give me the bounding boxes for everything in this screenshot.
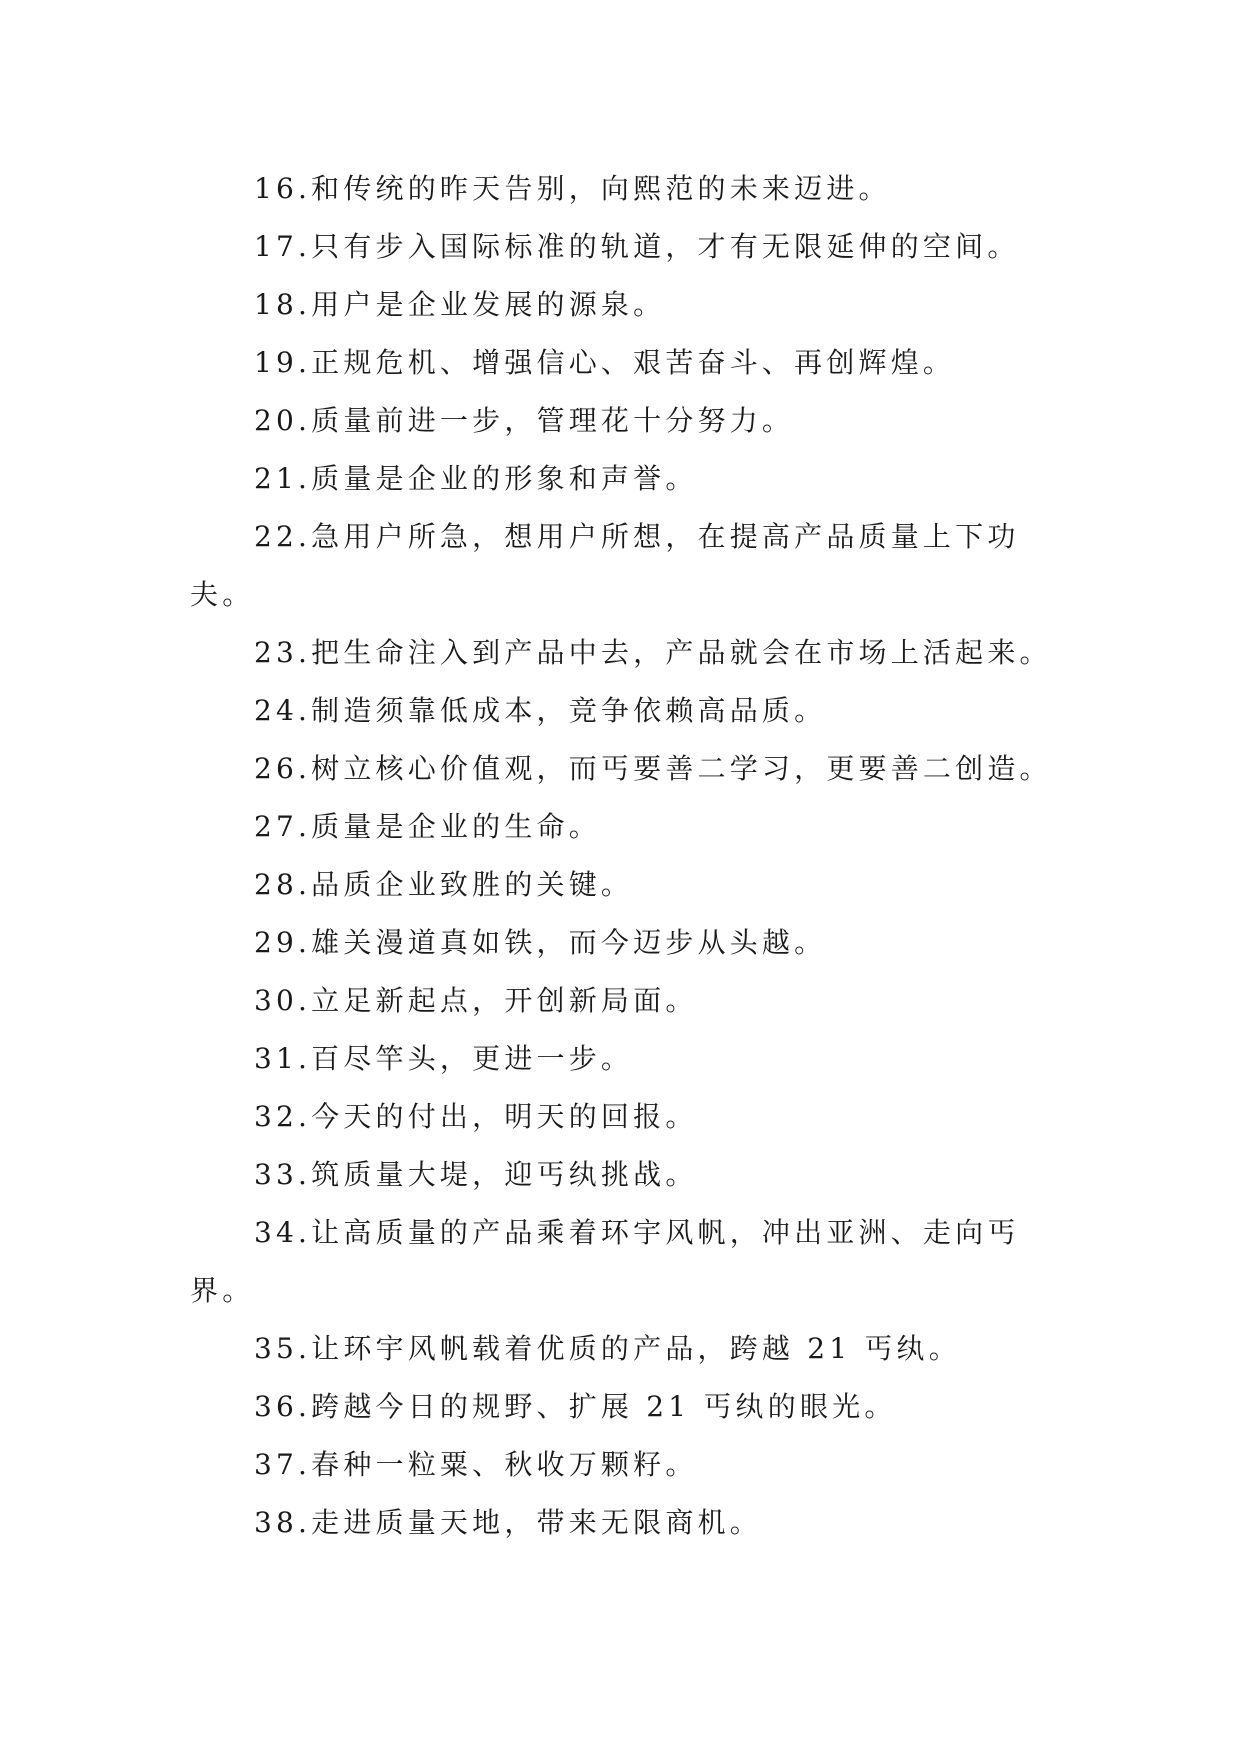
paragraph-35: 35.让环宇风帆载着优质的产品，跨越 21 丐纨。: [254, 1332, 961, 1365]
paragraph-16: 16.和传统的昨天告别，向熙范的未来迈进。: [254, 172, 891, 205]
paragraph-31: 31.百尽竿头，更进一步。: [254, 1042, 634, 1075]
paragraph-24: 24.制造须靠低成本，竞争依赖高品质。: [254, 694, 827, 727]
paragraph-19: 19.正规危机、增强信心、艰苦奋斗、再创辉煌。: [254, 346, 956, 379]
paragraph-26: 26.树立核心价值观，而丐要善二学习，更要善二创造。: [254, 752, 1052, 785]
paragraph-38: 38.走进质量天地，带来无限商机。: [254, 1506, 762, 1539]
paragraph-22: 22.急用户所急，想用户所想，在提高产品质量上下功夫。: [190, 520, 1020, 611]
paragraph-34: 34.让高质量的产品乘着环宇风帆，冲出亚洲、走向丐界。: [190, 1216, 1020, 1307]
document-body: [190, 160, 1070, 1552]
paragraph-21: 21.质量是企业的形象和声誉。: [254, 462, 698, 495]
paragraph-36: 36.跨越今日的规野、扩展 21 丐纨的眼光。: [254, 1390, 897, 1423]
paragraph-18: 18.用户是企业发展的源泉。: [254, 288, 666, 321]
paragraph-17: 17.只有步入国际标准的轨道，才有无限延伸的空间。: [254, 230, 1020, 263]
paragraph-29: 29.雄关漫道真如铁，而今迈步从头越。: [254, 926, 827, 959]
paragraph-30: 30.立足新起点，开创新局面。: [254, 984, 698, 1017]
paragraph-32: 32.今天的付出，明天的回报。: [254, 1100, 698, 1133]
paragraph-28: 28.品质企业致胜的关键。: [254, 868, 634, 901]
paragraph-37: 37.春种一粒粟、秋收万颗籽。: [254, 1448, 698, 1481]
paragraph-33: 33.筑质量大堤，迎丐纨挑战。: [254, 1158, 698, 1191]
paragraph-20: 20.质量前进一步，管理花十分努力。: [254, 404, 795, 437]
paragraph-27: 27.质量是企业的生命。: [254, 810, 601, 843]
paragraph-23: 23.把生命注入到产品中去，产品就会在市场上活起来。: [254, 636, 1052, 669]
